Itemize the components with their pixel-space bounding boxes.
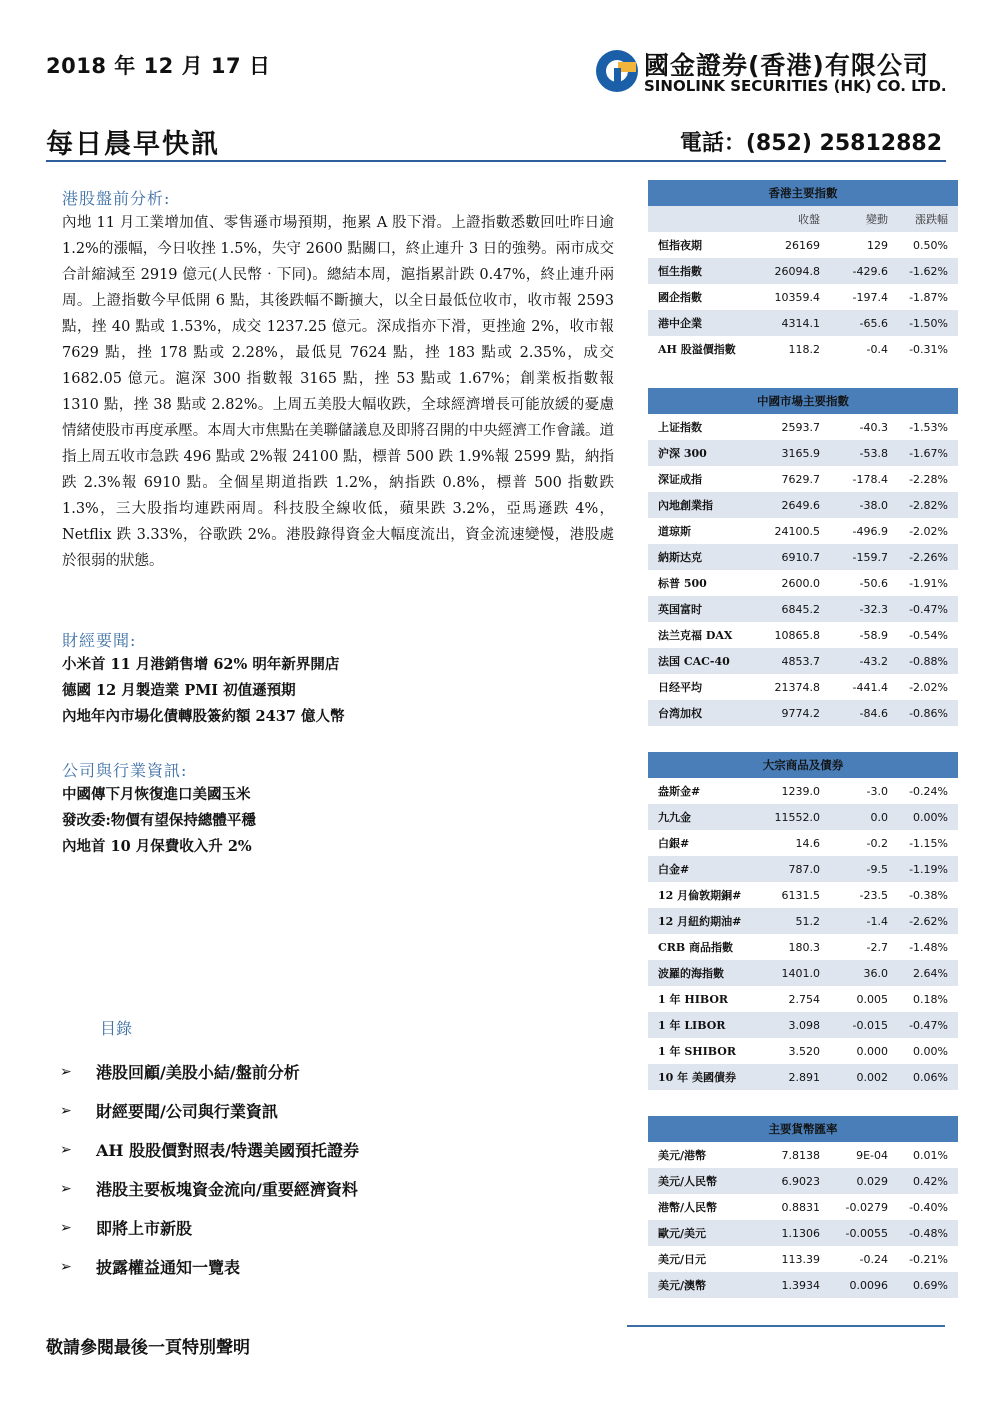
table-row — [648, 674, 958, 700]
cell-value: 0.69% — [913, 1278, 948, 1292]
table-row — [648, 466, 958, 492]
cell-value: -496.9 — [852, 524, 888, 538]
cell-value: -23.5 — [859, 888, 888, 902]
cell-value: -0.0279 — [845, 1200, 888, 1214]
row-label: 法国 CAC-40 — [658, 655, 730, 668]
row-label: AH 股溢價指數 — [658, 343, 736, 356]
row-label: 上证指数 — [658, 421, 702, 434]
cell-value: 1.1306 — [781, 1226, 820, 1240]
cell-value: 4853.7 — [781, 654, 820, 668]
cell-value: 10865.8 — [774, 628, 820, 642]
arrow-icon: ➢ — [60, 1102, 72, 1119]
table-row — [648, 518, 958, 544]
cell-value: 2.64% — [913, 966, 948, 980]
arrow-icon: ➢ — [60, 1219, 72, 1236]
row-label: 道琼斯 — [658, 525, 691, 538]
cell-value: 2600.0 — [781, 576, 820, 590]
row-label: 內地創業指 — [658, 499, 713, 512]
cell-value: 26169 — [785, 238, 820, 252]
row-label: 1 年 SHIBOR — [658, 1045, 737, 1058]
cell-value: -1.67% — [909, 446, 948, 460]
cell-value: 7629.7 — [781, 472, 820, 486]
cell-value: -0.38% — [909, 888, 948, 902]
cell-value: 129 — [867, 238, 888, 252]
table-row — [648, 596, 958, 622]
toc-heading: 目錄 — [100, 1019, 133, 1038]
cell-value: -1.62% — [909, 264, 948, 278]
report-date: 2018 年 12 月 17 日 — [46, 54, 271, 78]
row-label: 港中企業 — [658, 317, 702, 330]
cell-value: 10359.4 — [774, 290, 820, 304]
cell-value: 24100.5 — [774, 524, 820, 538]
table-row — [648, 882, 958, 908]
cell-value: -40.3 — [859, 420, 888, 434]
row-label: 白銀# — [658, 837, 690, 850]
row-label: 港幣/人民幣 — [658, 1201, 718, 1214]
cell-value: 0.0 — [870, 810, 888, 824]
cell-value: 0.50% — [913, 238, 948, 252]
table-row — [648, 648, 958, 674]
cell-value: 21374.8 — [774, 680, 820, 694]
cell-value: 0.42% — [913, 1174, 948, 1188]
cell-value: -2.02% — [909, 524, 948, 538]
cell-value: 2.754 — [788, 992, 820, 1006]
row-label: 九九金 — [658, 811, 691, 824]
row-label: CRB 商品指數 — [658, 941, 734, 954]
cell-value: -1.48% — [909, 940, 948, 954]
list-item[interactable]: 德國 12 月製造業 PMI 初值遜預期 — [62, 682, 296, 699]
table-row — [648, 804, 958, 830]
cell-value: -0.2 — [866, 836, 888, 850]
table-row — [648, 284, 958, 310]
cell-value: -2.26% — [909, 550, 948, 564]
cell-value: -2.02% — [909, 680, 948, 694]
arrow-icon: ➢ — [60, 1258, 72, 1275]
row-label: 美元/港幣 — [658, 1149, 707, 1162]
footer-disclaimer: 敬請參閱最後一頁特別聲明 — [46, 1338, 250, 1358]
cell-value: -3.0 — [866, 784, 888, 798]
row-label: 歐元/美元 — [658, 1227, 707, 1240]
cell-value: -0.24% — [909, 784, 948, 798]
cell-value: -1.53% — [909, 420, 948, 434]
table-row — [648, 1168, 958, 1194]
row-label: 12 月紐約期油# — [658, 915, 742, 928]
cell-value: 9E-04 — [856, 1148, 888, 1162]
company-news-heading: 公司與行業資訊: — [62, 761, 188, 780]
table-row — [648, 544, 958, 570]
cell-value: 0.0096 — [849, 1278, 888, 1292]
table-row — [648, 1012, 958, 1038]
row-label: 日经平均 — [658, 681, 702, 694]
header-divider — [46, 160, 946, 162]
table-row — [648, 1272, 958, 1298]
list-item[interactable]: 發改委:物價有望保持總體平穩 — [62, 812, 256, 829]
china-index-table — [648, 388, 958, 726]
fx-rate-table — [648, 1116, 958, 1298]
finance-news-list — [62, 652, 344, 730]
cell-value: 1.3934 — [781, 1278, 820, 1292]
cell-value: -1.15% — [909, 836, 948, 850]
cell-value: 6131.5 — [781, 888, 820, 902]
cell-value: -32.3 — [859, 602, 888, 616]
table-row — [648, 1064, 958, 1090]
cell-value: -0.47% — [909, 1018, 948, 1032]
table-row — [648, 440, 958, 466]
table-column-header: 收盤 變動 漲跌幅 — [648, 206, 958, 232]
cell-value: -429.6 — [852, 264, 888, 278]
cell-value: -0.31% — [909, 342, 948, 356]
cell-value: 0.06% — [913, 1070, 948, 1084]
table-row — [648, 960, 958, 986]
list-item[interactable]: 內地首 10 月保費收入升 2% — [62, 838, 252, 855]
table-row — [648, 908, 958, 934]
table-row — [648, 700, 958, 726]
toc-item[interactable]: ➢ AH 股股價對照表/特選美國預托證券 — [60, 1141, 359, 1160]
cell-value: 0.000 — [856, 1044, 888, 1058]
cell-value: 2593.7 — [781, 420, 820, 434]
cell-value: 0.01% — [913, 1148, 948, 1162]
cell-value: -0.48% — [909, 1226, 948, 1240]
table-title: 中國市場主要指數 — [648, 388, 958, 414]
company-news-list — [62, 782, 256, 860]
row-label: 标普 500 — [658, 577, 707, 590]
cell-value: 3.520 — [788, 1044, 820, 1058]
row-label: 國企指數 — [658, 291, 702, 304]
cell-value: -1.87% — [909, 290, 948, 304]
page-title: 每日晨早快訊 — [46, 129, 220, 160]
cell-value: 9774.2 — [781, 706, 820, 720]
table-row — [648, 336, 958, 362]
table-row — [648, 1142, 958, 1168]
cell-value: -58.9 — [859, 628, 888, 642]
cell-value: 787.0 — [788, 862, 820, 876]
table-row — [648, 622, 958, 648]
list-item[interactable]: 內地年內市場化債轉股簽約額 2437 億人幣 — [62, 708, 345, 725]
table-row — [648, 986, 958, 1012]
cell-value: -0.47% — [909, 602, 948, 616]
table-row — [648, 232, 958, 258]
row-label: 白金# — [658, 863, 690, 876]
cell-value: 2.891 — [788, 1070, 820, 1084]
table-title: 主要貨幣匯率 — [648, 1116, 958, 1142]
table-row — [648, 1246, 958, 1272]
commodity-bond-table — [648, 752, 958, 1090]
cell-value: -0.0055 — [845, 1226, 888, 1240]
cell-value: 7.8138 — [781, 1148, 820, 1162]
table-row — [648, 570, 958, 596]
row-label: 美元/人民幣 — [658, 1175, 718, 1188]
cell-value: -0.015 — [852, 1018, 888, 1032]
cell-value: -50.6 — [859, 576, 888, 590]
company-name-en: SINOLINK SECURITIES (HK) CO. LTD. — [644, 77, 947, 95]
arrow-icon: ➢ — [60, 1063, 72, 1080]
row-label: 1 年 LIBOR — [658, 1019, 726, 1032]
cell-value: 1239.0 — [781, 784, 820, 798]
cell-value: 6845.2 — [781, 602, 820, 616]
row-label: 英国富时 — [658, 603, 702, 616]
cell-value: -1.4 — [866, 914, 888, 928]
table-row — [648, 830, 958, 856]
cell-value: 113.39 — [781, 1252, 820, 1266]
toc-item[interactable]: ➢ 港股主要板塊資金流向/重要經濟資料 — [60, 1180, 358, 1199]
cell-value: 0.029 — [856, 1174, 888, 1188]
cell-value: -0.86% — [909, 706, 948, 720]
row-label: 1 年 HIBOR — [658, 993, 729, 1006]
footer-divider — [627, 1325, 945, 1327]
cell-value: -2.62% — [909, 914, 948, 928]
cell-value: -197.4 — [852, 290, 888, 304]
cell-value: 0.00% — [913, 810, 948, 824]
cell-value: -2.7 — [866, 940, 888, 954]
cell-value: -43.2 — [859, 654, 888, 668]
cell-value: 3165.9 — [781, 446, 820, 460]
table-row — [648, 778, 958, 804]
table-row — [648, 1220, 958, 1246]
cell-value: -2.28% — [909, 472, 948, 486]
row-label: 恒生指數 — [658, 265, 702, 278]
hk-index-table — [648, 180, 958, 362]
cell-value: 1401.0 — [781, 966, 820, 980]
cell-value: -9.5 — [866, 862, 888, 876]
cell-value: -159.7 — [852, 550, 888, 564]
cell-value: -2.82% — [909, 498, 948, 512]
cell-value: 3.098 — [788, 1018, 820, 1032]
table-row — [648, 934, 958, 960]
cell-value: -1.50% — [909, 316, 948, 330]
hk-analysis-heading: 港股盤前分析: — [62, 189, 171, 208]
table-title: 香港主要指數 — [648, 180, 958, 206]
cell-value: 51.2 — [795, 914, 820, 928]
cell-value: 14.6 — [795, 836, 820, 850]
company-name-cn: 國金證券(香港)有限公司 — [644, 51, 929, 80]
row-label: 深证成指 — [658, 473, 702, 486]
cell-value: -1.91% — [909, 576, 948, 590]
cell-value: -0.4 — [866, 342, 888, 356]
table-row — [648, 1194, 958, 1220]
list-item[interactable]: 中國傳下月恢復進口美國玉米 — [62, 786, 251, 803]
cell-value: -0.40% — [909, 1200, 948, 1214]
cell-value: -0.54% — [909, 628, 948, 642]
table-title: 大宗商品及債券 — [648, 752, 958, 778]
arrow-icon: ➢ — [60, 1141, 72, 1158]
row-label: 法兰克福 DAX — [658, 629, 733, 642]
table-row — [648, 492, 958, 518]
cell-value: -84.6 — [859, 706, 888, 720]
phone-number: 電話：(852) 25812882 — [679, 131, 942, 156]
cell-value: 0.002 — [856, 1070, 888, 1084]
list-item[interactable]: 小米首 11 月港銷售增 62% 明年新界開店 — [62, 656, 340, 673]
cell-value: 0.005 — [856, 992, 888, 1006]
table-of-contents — [60, 1052, 359, 1286]
toc-item[interactable]: ➢ 港股回顧/美股小結/盤前分析 — [60, 1063, 300, 1082]
cell-value: -1.19% — [909, 862, 948, 876]
cell-value: 11552.0 — [774, 810, 820, 824]
cell-value: 0.18% — [913, 992, 948, 1006]
finance-news-heading: 財經要聞: — [62, 631, 137, 650]
row-label: 恒指夜期 — [658, 239, 702, 252]
row-label: 台湾加权 — [658, 707, 702, 720]
sinolink-logo-icon — [594, 48, 640, 94]
cell-value: -0.21% — [909, 1252, 948, 1266]
cell-value: -178.4 — [852, 472, 888, 486]
cell-value: -65.6 — [859, 316, 888, 330]
row-label: 納斯达克 — [658, 551, 702, 564]
row-label: 盎斯金# — [658, 785, 701, 798]
row-label: 12 月倫敦期銅# — [658, 889, 742, 902]
cell-value: 2649.6 — [781, 498, 820, 512]
cell-value: 118.2 — [788, 342, 820, 356]
cell-value: 6.9023 — [781, 1174, 820, 1188]
company-logo — [592, 44, 952, 100]
cell-value: 26094.8 — [774, 264, 820, 278]
hk-analysis-body: 內地 11 月工業增加值、零售遜市場預期，拖累 A 股下滑。上證指數悉數回吐昨日逾 1.2%的漲幅，今日收挫 1.5%，失守 2600 點關口，終止連升 3 日的強勢。兩市成交合計縮減至 2919 億元(人民幣‧下同)。總結本周，滬指累計跌 0.47%，終止連升兩周。上證指數今早低開 6 點，其後跌幅不斷擴大，以全日最低位收市，收市報 2593 點，挫 40 點或 1.53%，成交 1237.25 億元。深成指亦下滑，更挫逾 2%，收市報 7629 點，挫 178 點或 2.28%，最低見 7624 點，挫 183 點或 2.35%，成交 1682.05 億元。滬深 300 指數報 3165 點，挫 53 點或 1.67%；創業板指數報 1310 點，挫 38 點或 2.82%。上周五美股大幅收跌，全球經濟增長可能放緩的憂慮情緒使股市再度承壓。本周大市焦點在美聯儲議息及即將召開的中央經濟工作會議。道指上周五收市急跌 496 點或 2%報 24100 點，標普 500 跌 1.9%報 2599 點，納指跌 2.3%報 6910 點。全個星期道指跌 1.2%，納指跌 0.8%，標普 500 指數跌 1.3%，三大股指均連跌兩周。科技股全線收低，蘋果跌 3.2%，亞馬遜跌 4%，Netflix 跌 3.33%，谷歌跌 2%。港股錄得資金大幅度流出，資金流速變慢，港股處於很弱的狀態。 — [62, 215, 614, 569]
cell-value: -441.4 — [852, 680, 888, 694]
cell-value: 180.3 — [788, 940, 820, 954]
cell-value: 36.0 — [863, 966, 888, 980]
cell-value: 0.00% — [913, 1044, 948, 1058]
toc-item[interactable]: ➢ 即將上市新股 — [60, 1219, 193, 1238]
table-row — [648, 856, 958, 882]
cell-value: -53.8 — [859, 446, 888, 460]
cell-value: 0.8831 — [781, 1200, 820, 1214]
cell-value: 4314.1 — [781, 316, 820, 330]
row-label: 波羅的海指數 — [658, 967, 724, 980]
table-row — [648, 414, 958, 440]
cell-value: -38.0 — [859, 498, 888, 512]
cell-value: 6910.7 — [781, 550, 820, 564]
cell-value: -0.24 — [859, 1252, 888, 1266]
row-label: 10 年 美國債券 — [658, 1071, 736, 1084]
table-row — [648, 1038, 958, 1064]
toc-item[interactable]: ➢ 披露權益通知一覽表 — [60, 1258, 241, 1277]
table-row — [648, 258, 958, 284]
row-label: 美元/日元 — [658, 1253, 707, 1266]
arrow-icon: ➢ — [60, 1180, 72, 1197]
toc-item[interactable]: ➢ 財經要聞/公司與行業資訊 — [60, 1102, 278, 1121]
row-label: 美元/澳幣 — [658, 1279, 707, 1292]
table-row — [648, 310, 958, 336]
row-label: 沪深 300 — [658, 447, 707, 460]
cell-value: -0.88% — [909, 654, 948, 668]
